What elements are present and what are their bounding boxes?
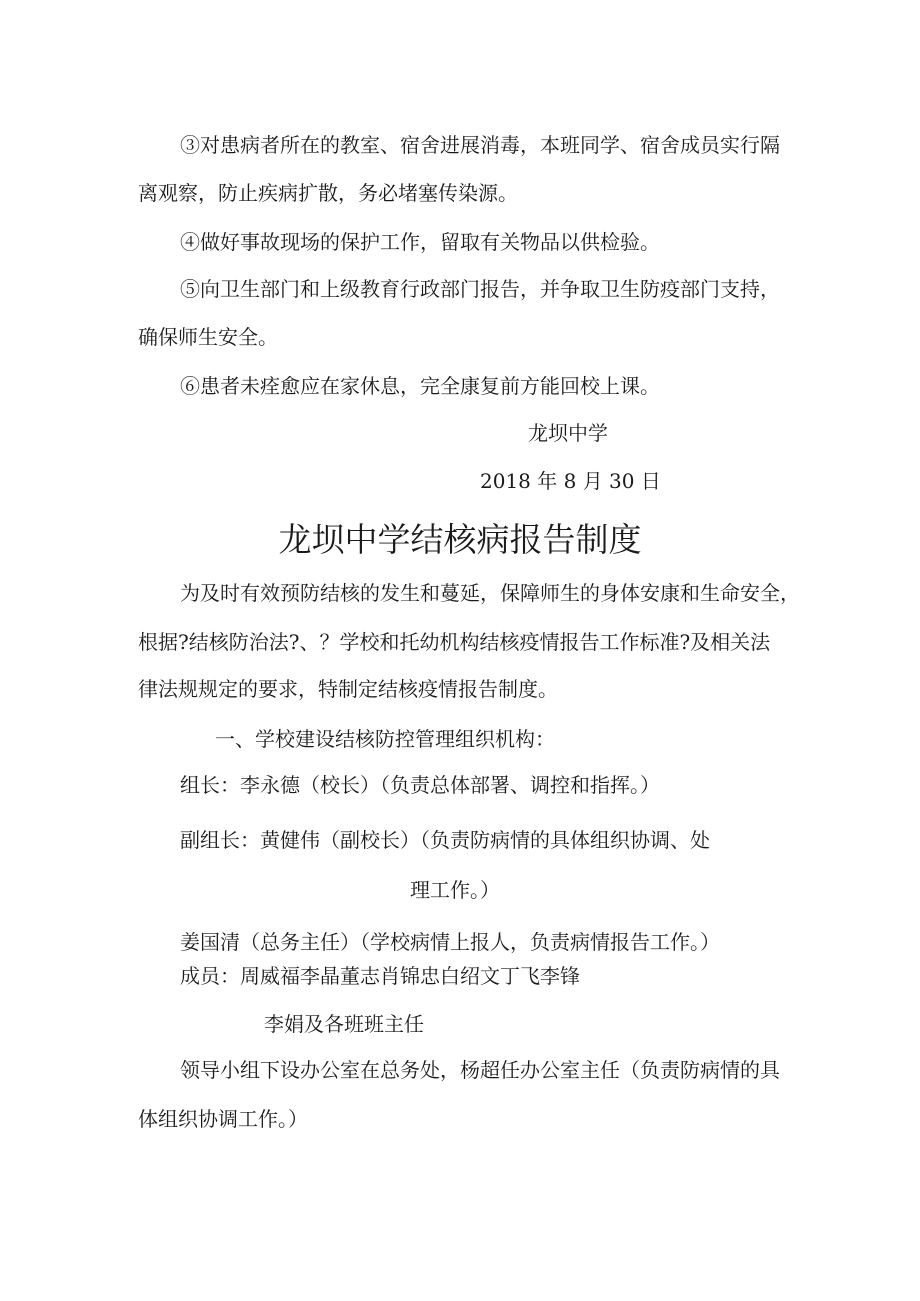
office-line1: 领导小组下设办公室在总务处，杨超任办公室主任（负责防病情的具 [180, 1058, 780, 1082]
members-line1: 成员：周威福李晶董志肖锦忠白绍文丁飞李锋 [180, 964, 580, 988]
office-line2: 体组织协调工作。） [138, 1107, 308, 1131]
intro-line2: 根据?结核防治法?、？学校和托幼机构结核疫情报告工作标准?及相关法 [138, 630, 771, 654]
leader-text: 组长：李永德（校长）（负责总体部署、调控和指挥。） [180, 773, 660, 797]
item3-line1: ③对患病者所在的教室、宿舍进展消毒，本班同学、宿舍成员实行隔 [180, 133, 780, 157]
signature-school: 龙坝中学 [528, 421, 608, 445]
item3-line2: 离观察，防止疾病扩散，务必堵塞传染源。 [138, 181, 518, 205]
reporter-text: 姜国清（总务主任）（学校病情上报人，负责病情报告工作。） [180, 930, 720, 954]
item6-text: ⑥患者未痊愈应在家休息，完全康复前方能回校上课。 [180, 374, 660, 398]
members-line2: 李娟及各班班主任 [264, 1012, 424, 1036]
intro-line3: 律法规规定的要求，特制定结核疫情报告制度。 [138, 677, 558, 701]
item5-line1: ⑤向卫生部门和上级教育行政部门报告，并争取卫生防疫部门支持， [180, 277, 780, 301]
intro-line1: 为及时有效预防结核的发生和蔓延，保障师生的身体安康和生命安全， [180, 581, 800, 605]
item5-line2: 确保师生安全。 [138, 325, 278, 349]
section-heading-1: 一、学校建设结核防控管理组织机构： [215, 727, 555, 751]
signature-date: 2018 年 8 月 30 日 [480, 469, 661, 493]
document-title: 龙坝中学结核病报告制度 [278, 520, 642, 559]
item4-text: ④做好事故现场的保护工作，留取有关物品以供检验。 [180, 230, 660, 254]
deputy-line2: 理工作。） [410, 878, 500, 902]
deputy-line1: 副组长：黄健伟（副校长）（负责防病情的具体组织协调、处 [180, 828, 710, 852]
